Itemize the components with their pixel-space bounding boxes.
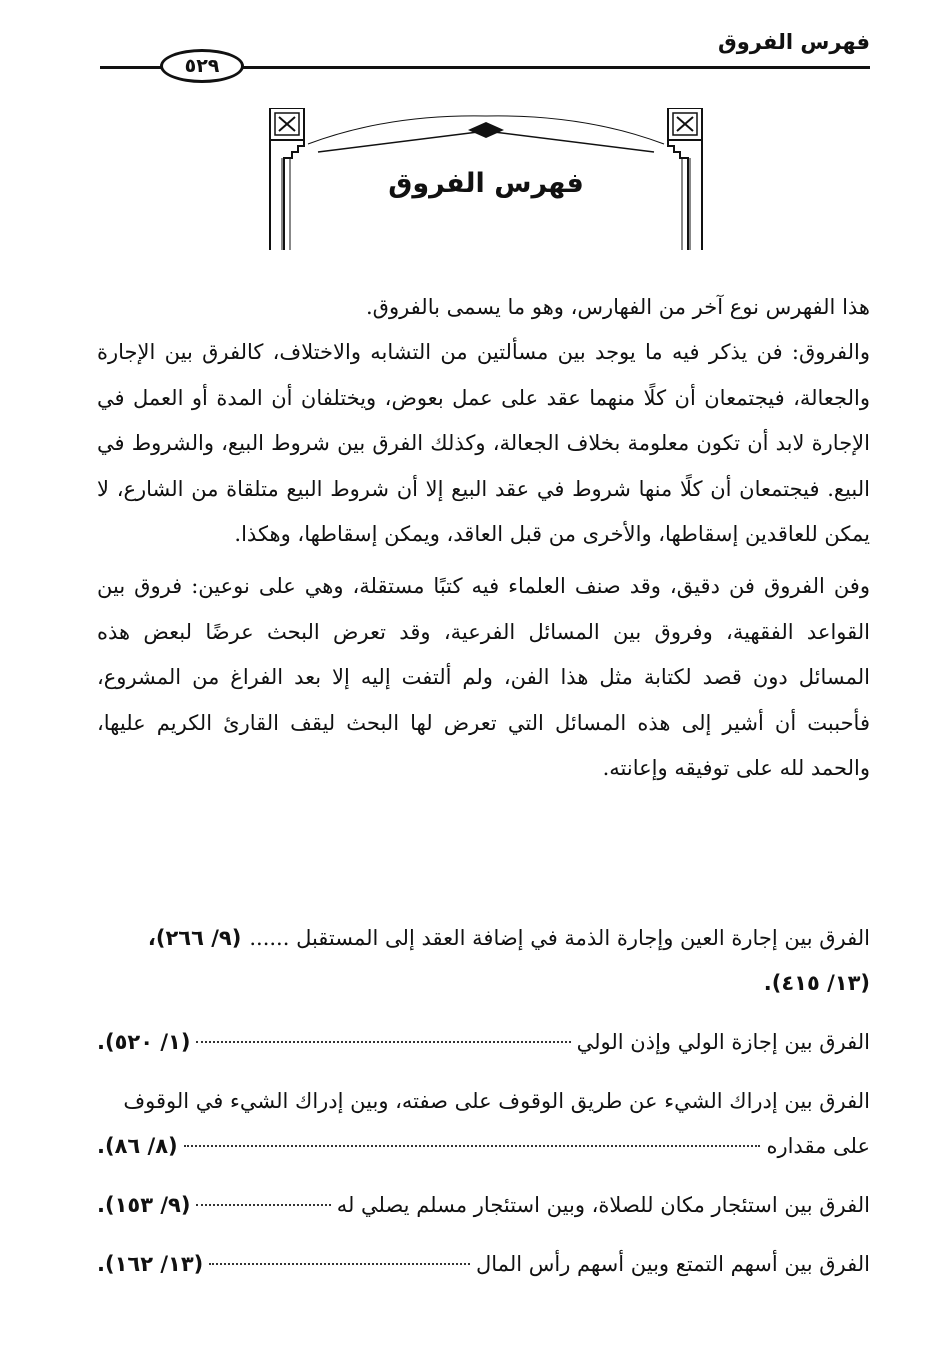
- intro-text: [97, 285, 870, 791]
- index-entry: [97, 1183, 870, 1228]
- entry-reference: (١/ ٥٢٠).: [97, 1030, 191, 1054]
- entry-text: الفرق بين استئجار مكان للصلاة، وبين استئجار مسلم يصلي له: [336, 1193, 870, 1217]
- entry-reference: (٩/ ٢٦٦)،: [147, 926, 242, 950]
- entry-reference: (١٣/ ٤١٥).: [763, 971, 870, 995]
- index-entry: [97, 1242, 870, 1287]
- index-entries: [97, 916, 870, 1287]
- index-entry: [97, 1020, 870, 1065]
- index-entry: [97, 1079, 870, 1169]
- leader-dots: [196, 1041, 570, 1043]
- entry-text: الفرق بين إجارة العين وإجارة الذمة في إضافة العقد إلى المستقبل ......: [249, 926, 870, 950]
- entry-reference: (٨/ ٨٦).: [97, 1134, 178, 1158]
- leader-dots: [196, 1204, 330, 1206]
- entry-text: الفرق بين إدراك الشيء عن طريق الوقوف على صفته، وبين إدراك الشيء في الوقوف: [123, 1089, 870, 1113]
- paragraph: والفروق: فن يذكر فيه ما يوجد بين مسألتين من التشابه والاختلاف، كالفرق بين الإجارة والجعالة، فيجتمعان أن كلًا منهما عقد على عمل بعوض، ويختلفان أن المدة أو العمل في الإجارة لابد أن تكون معلومة بخلاف الجعالة، وكذلك الفرق بين شروط البيع، والشروط في البيع. فيجتمعان أن كلًا منها شروط في عقد البيع إلا أن شروط البيع متلقاة من الشارع، لا يمكن للعاقدين إسقاطها، والأخرى من قبل العاقد، ويمكن إسقاطها، وهكذا.: [97, 340, 870, 547]
- paragraph: هذا الفهرس نوع آخر من الفهارس، وهو ما يسمى بالفروق.: [365, 295, 870, 319]
- leader-dots: [184, 1145, 761, 1147]
- page-title: فهرس الفروق: [388, 168, 584, 199]
- entry-text: الفرق بين إجازة الولي وإذن الولي: [576, 1030, 870, 1054]
- index-entry: [97, 916, 870, 1006]
- page-number: ٥٢٩: [160, 49, 244, 83]
- entry-text: الفرق بين أسهم التمتع وبين أسهم رأس المال: [476, 1252, 870, 1276]
- running-title: فهرس الفروق: [717, 30, 870, 54]
- leader-dots: [209, 1263, 470, 1265]
- entry-reference: (٩/ ١٥٣).: [97, 1193, 191, 1217]
- entry-text: على مقداره: [766, 1134, 870, 1158]
- entry-reference: (١٣/ ١٦٢).: [97, 1252, 204, 1276]
- paragraph: وفن الفروق فن دقيق، وقد صنف العلماء فيه كتبًا مستقلة، وهي على نوعين: فروق بين القواعد الفقهية، وفروق بين المسائل الفرعية، وقد تعرض البحث عرضًا لبعض هذه المسائل دون قصد لكتابة مثل هذا الفن، ولم ألتفت إليه إلا بعد الفراغ من المشروع، فأحببت أن أشير إلى هذه المسائل التي تعرض لها البحث ليقف القارئ الكريم عليها، والحمد لله على توفيقه وإعانته.: [97, 574, 870, 781]
- title-frame: [268, 108, 704, 250]
